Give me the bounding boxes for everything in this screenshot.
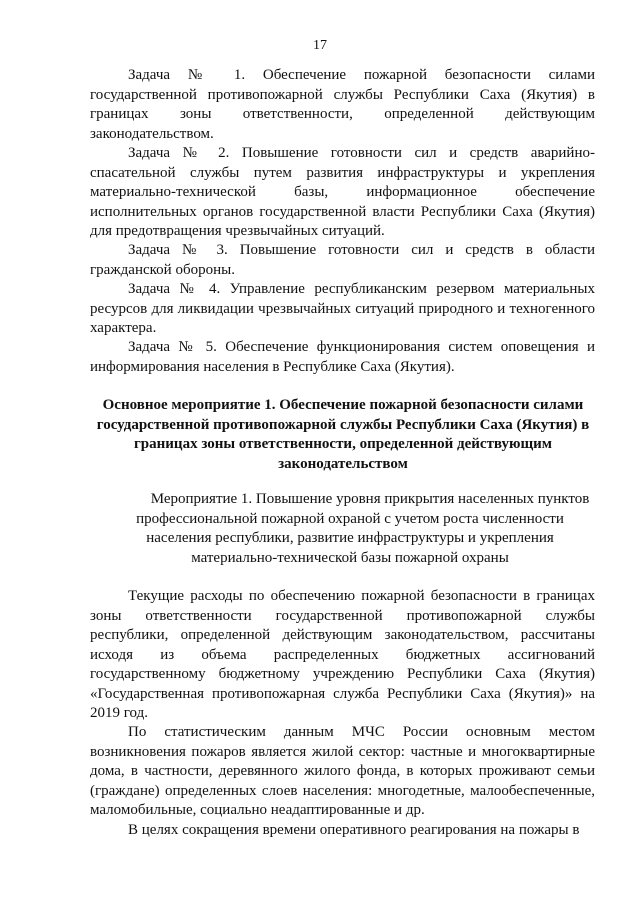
task-2: Задача № 2. Повышение готовности сил и средств аварийно-спасательной службы путем развития инфраструктуры и укрепления материально-технической базы, информационное обеспечение исполнительных органов государственной власти Республики Саха (Якутия) для предотвращения чрезвычайных ситуаций. [90, 145, 595, 239]
body-paragraph-2: По статистическим данным МЧС России основным местом возникновения пожаров является жилой сектор: частные и многоквартирные дома, в частности, деревянного жилого фонда, в которых проживают семьи (граждане) определенных слоев населения: многодетные, малообеспеченные, маломобильные, социально неадаптированные и др. [90, 724, 595, 818]
body-paragraph-3: В целях сокращения времени оперативного реагирования на пожары в [128, 822, 580, 838]
event-subheading [105, 490, 595, 568]
task-3: Задача № 3. Повышение готовности сил и средств в области гражданской обороны. [90, 242, 595, 278]
task-5: Задача № 5. Обеспечение функционирования систем оповещения и информирования населения в Республике Саха (Якутия). [90, 339, 595, 375]
main-event-heading: Основное мероприятие 1. Обеспечение пожарной безопасности силами государственной противопожарной службы Республики Саха (Якутия) в границах зоны ответственности, определенной действующим законодательством [96, 397, 590, 472]
task-1: Задача № 1. Обеспечение пожарной безопасности силами государственной противопожарной службы Республики Саха (Якутия) в границах зоны ответственности, определенной действующим законодательством. [90, 67, 595, 142]
body-paragraph-1: Текущие расходы по обеспечению пожарной безопасности в границах зоны ответственности государственной противопожарной службы республики, определенной действующим законодательством, рассчитаны исходя из объема распределенных бюджетных ассигнований государственному бюджетному учреждению Республики Саха (Якутия) «Государственная противопожарная служба Республики Саха (Якутия)» на 2019 год. [90, 588, 595, 721]
page-number: 17 [313, 38, 327, 53]
task-4: Задача № 4. Управление республиканским резервом материальных ресурсов для ликвидации чрезвычайных ситуаций природного и техногенного характера. [90, 281, 595, 336]
event-subheading-text: Мероприятие 1. Повышение уровня прикрытия населенных пунктов профессиональной пожарной охраной с учетом роста численности населения республики, развитие инфраструктуры и укрепления материально-технической базы пожарной охраны [136, 491, 590, 566]
